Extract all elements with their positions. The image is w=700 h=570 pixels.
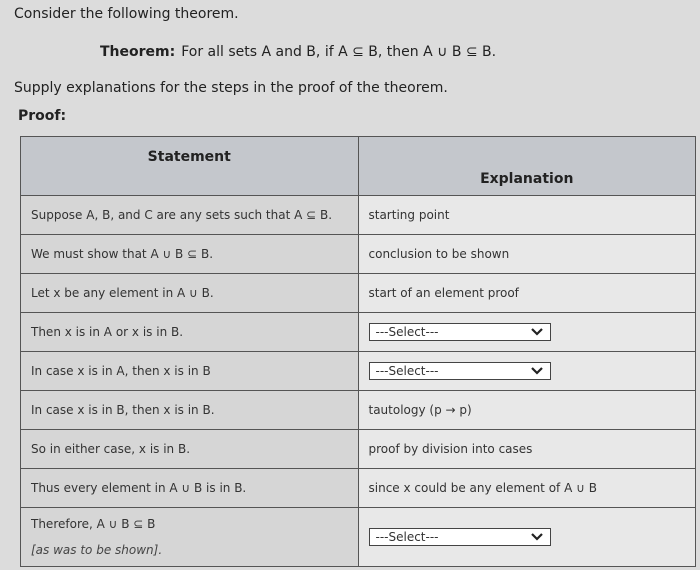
chevron-down-icon <box>530 327 544 337</box>
instruction-line: Consider the following theorem. <box>14 6 239 22</box>
explanation-cell: start of an element proof <box>358 274 696 313</box>
select-value: ---Select--- <box>375 325 439 339</box>
statement-text: Therefore, A ∪ B ⊆ B <box>31 517 156 531</box>
theorem-statement <box>100 44 496 60</box>
explanation-cell: since x could be any element of A ∪ B <box>358 469 696 508</box>
statement-cell: Thus every element in A ∪ B is in B. <box>21 469 359 508</box>
proof-row-7 <box>21 430 696 469</box>
column-header-explanation: Explanation <box>358 137 696 196</box>
explanation-cell <box>358 313 696 352</box>
statement-cell: So in either case, x is in B. <box>21 430 359 469</box>
proof-label: Proof: <box>18 108 67 124</box>
proof-table <box>20 136 696 567</box>
proof-row-8 <box>21 469 696 508</box>
theorem-label: Theorem: <box>100 44 176 60</box>
column-header-statement: Statement <box>21 137 359 196</box>
proof-row-6 <box>21 391 696 430</box>
explanation-cell <box>358 352 696 391</box>
statement-cell: Suppose A, B, and C are any sets such that A ⊆ B. <box>21 196 359 235</box>
statement-cell <box>21 508 359 567</box>
theorem-text: For all sets A and B, if A ⊆ B, then A ∪ B ⊆ B. <box>181 44 497 60</box>
proof-row-9 <box>21 508 696 567</box>
chevron-down-icon <box>530 532 544 542</box>
explanation-select-1[interactable] <box>369 323 551 341</box>
statement-cell: Then x is in A or x is in B. <box>21 313 359 352</box>
explanation-select-3[interactable] <box>369 528 551 546</box>
supply-instruction: Supply explanations for the steps in the proof of the theorem. <box>14 80 448 96</box>
explanation-cell: tautology (p → p) <box>358 391 696 430</box>
proof-row-4 <box>21 313 696 352</box>
statement-cell: In case x is in B, then x is in B. <box>21 391 359 430</box>
statement-cell: In case x is in A, then x is in B <box>21 352 359 391</box>
proof-row-1 <box>21 196 696 235</box>
proof-row-2 <box>21 235 696 274</box>
explanation-select-2[interactable] <box>369 362 551 380</box>
chevron-down-icon <box>530 366 544 376</box>
statement-subtext: [as was to be shown]. <box>31 543 163 557</box>
explanation-cell: conclusion to be shown <box>358 235 696 274</box>
explanation-cell: starting point <box>358 196 696 235</box>
explanation-cell: proof by division into cases <box>358 430 696 469</box>
select-value: ---Select--- <box>375 530 439 544</box>
statement-cell: Let x be any element in A ∪ B. <box>21 274 359 313</box>
select-value: ---Select--- <box>375 364 439 378</box>
proof-row-3 <box>21 274 696 313</box>
statement-cell: We must show that A ∪ B ⊆ B. <box>21 235 359 274</box>
proof-row-5 <box>21 352 696 391</box>
explanation-cell <box>358 508 696 567</box>
